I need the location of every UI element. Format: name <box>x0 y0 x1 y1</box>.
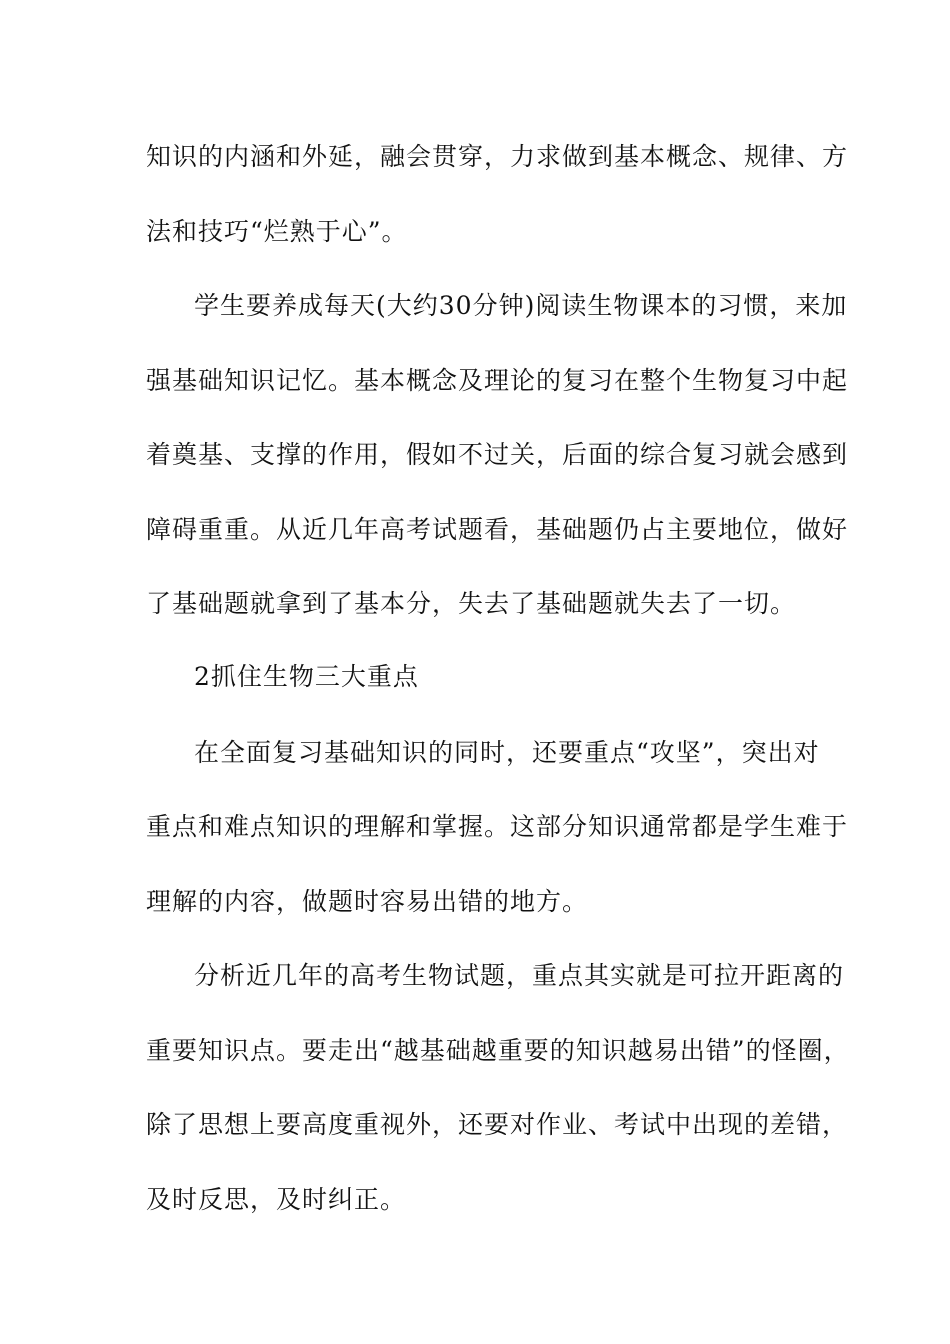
section-heading: 2抓住生物三大重点 <box>194 662 419 691</box>
paragraph-start-line: 学生要养成每天(大约30分钟)阅读生物课本的习惯，来加 <box>194 291 848 320</box>
text-line: 障碍重重。从近几年高考试题看，基础题仍占主要地位，做好 <box>146 515 849 544</box>
text-line: 着奠基、支撑的作用，假如不过关，后面的综合复习就会感到 <box>146 440 849 469</box>
text-line: 强基础知识记忆。基本概念及理论的复习在整个生物复习中起 <box>146 366 849 395</box>
text-line: 重点和难点知识的理解和掌握。这部分知识通常都是学生难于 <box>146 812 849 841</box>
text-line: 知识的内涵和外延，融会贯穿，力求做到基本概念、规律、方 <box>146 142 849 171</box>
text-line: 了基础题就拿到了基本分，失去了基础题就失去了一切。 <box>146 589 797 618</box>
text-line: 除了思想上要高度重视外，还要对作业、考试中出现的差错， <box>146 1110 849 1139</box>
text-line: 及时反思，及时纠正。 <box>146 1185 407 1214</box>
paragraph-start-line: 在全面复习基础知识的同时，还要重点“攻坚”，突出对 <box>194 738 820 767</box>
text-line: 法和技巧“烂熟于心”。 <box>146 217 408 246</box>
text-line: 理解的内容，做题时容易出错的地方。 <box>146 887 589 916</box>
paragraph-start-line: 分析近几年的高考生物试题，重点其实就是可拉开距离的 <box>194 961 845 990</box>
text-line: 重要知识点。要走出“越基础越重要的知识越易出错”的怪圈， <box>146 1036 850 1065</box>
